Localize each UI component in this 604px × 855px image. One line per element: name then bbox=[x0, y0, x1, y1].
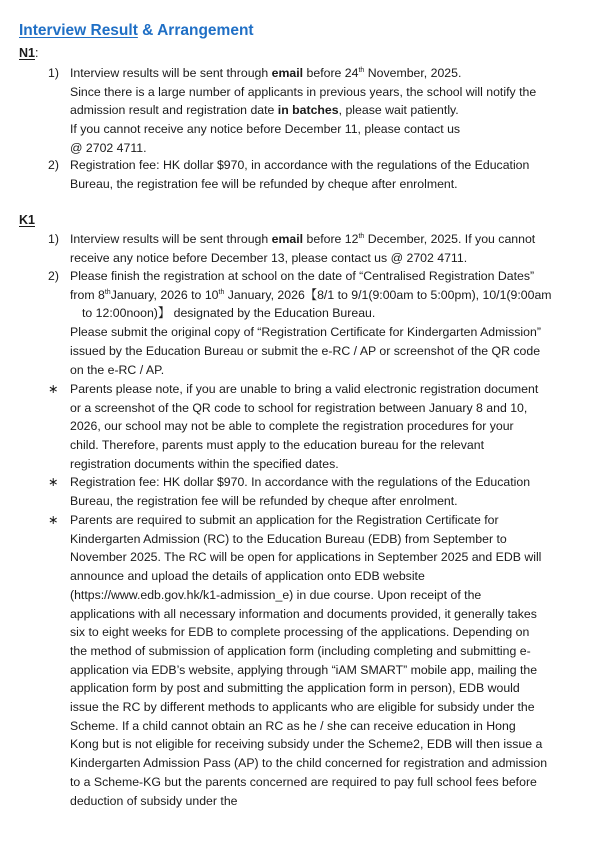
list-marker: 2) bbox=[48, 158, 59, 172]
list-item-k1-note-3: ∗ Parents are required to submit an application for the Registration Certificate for Kindergarten Admission (RC) to the Education Bureau (EDB) from September to November 2025. The RC will be open for applications in September 2025 and EDB will announce and upload the details of application onto EDB website (https://www.edb.gov.hk/k1-admission_e) in due course. Upon receipt of the applications with all necessary information and documents provided, it generally takes six to eight weeks for EDB to complete processing of the applications. Depending on the method of submission of application form (including completing and submitting e- application via EDB’s website, applying through “iAM SMART” mobile app, mailing the application form by post and submitting the application form in person), EDB would issue the RC by different methods to applicants who are eligible for subsidy under the Scheme. If a child cannot obtain an RC as he / she can receive education in Hong Kong but is not eligible for receiving subsidy under the Scheme2, EDB will then issue a Kindergarten Admission Pass (AP) to the child concerned for registration and admission to a Scheme-KG but the parents concerned are required to pay full school fees before deduction of subsidy under the bbox=[48, 513, 548, 808]
list-marker: 1) bbox=[48, 66, 59, 80]
list-item-n1-2: 2) Registration fee: HK dollar $970, in accordance with the regulations of the Education Bureau, the registration fee will be refunded by cheque after enrolment. bbox=[48, 158, 530, 191]
asterisk-icon: ∗ bbox=[48, 382, 59, 396]
title-link-text[interactable]: Interview Result bbox=[19, 22, 138, 39]
list-item-k1-2: 2) Please finish the registration at school on the date of “Centralised Registration Dates” from 8thJanuary, 2026 to 10th January, 2026【8/1 to 9/1(9:00am to 5:00pm), 10/1(9:00am to 12:00noon)】 designated by the Education Bureau. Please submit the original copy of “Registration Certificate for Kindergarten Admission” issued by the Education Bureau or submit the e-RC / AP or screenshot of the QR code on the e-RC / AP. bbox=[48, 269, 552, 377]
list-item-n1-1: 1) Interview results will be sent through email before 24th November, 2025. Since there is a large number of applicants in previous years, the school will notify the admission result and registration date in batches, please wait patiently. If you cannot receive any notice before December 11, please contact us @ 2702 4711. bbox=[48, 66, 537, 155]
list-item-k1-1: 1) Interview results will be sent through email before 12th December, 2025. If you cannot receive any notice before December 13, please contact us @ 2702 4711. bbox=[48, 232, 536, 265]
list-item-k1-note-1: ∗ Parents please note, if you are unable to bring a valid electronic registration document or a screenshot of the QR code to school for registration between January 8 and 10, 2026, our school may not be able to complete the registration procedures for your child. Therefore, parents must apply to the education bureau for the relevant registration documents within the specified dates. bbox=[48, 382, 539, 471]
list-marker: 2) bbox=[48, 269, 59, 283]
asterisk-icon: ∗ bbox=[48, 475, 59, 489]
section-heading-n1: N1: bbox=[19, 46, 39, 60]
list-marker: 1) bbox=[48, 232, 59, 246]
section-heading-k1: K1 bbox=[19, 213, 35, 227]
title-rest: & Arrangement bbox=[137, 22, 254, 39]
asterisk-icon: ∗ bbox=[48, 513, 59, 527]
page-title bbox=[19, 22, 254, 41]
list-item-k1-note-2: ∗ Registration fee: HK dollar $970. In accordance with the regulations of the Education Bureau, the registration fee will be refunded by cheque after enrolment. bbox=[48, 475, 531, 508]
